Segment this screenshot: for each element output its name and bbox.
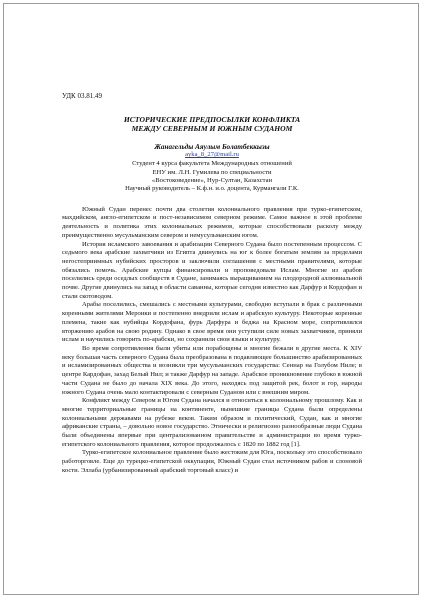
body-paragraph: Во время сопротивления были убиты или порабощены и многие бежали в другие места. К XIV веку большая часть северного Судана была преобразована в подавляющее большинство арабизированных и исламизированных общества и возникли три мусульманских государства: Сеннар на Голубом Ниле; в центре Кардофан, захад Белый Нил; и также Дарфур на западе. Арабское проникновение глубоко в южной части Судана не было до начала XIX века. До этого, находясь под защитой рек, болот и гор, народы южного Судана очень мало контактировали с северным Суданом или с внешним миром. (62, 344, 362, 396)
article-title (62, 115, 362, 134)
affiliation-line: Научный руководитель – К.ф.н. и.о. доцента, Курмангали Г.К. (125, 185, 299, 193)
affiliation-line: Студент 4 курса факультета Международных отношений (132, 160, 292, 168)
author-email-link[interactable]: ayka_8_27@mail.ru (185, 151, 239, 159)
article-body (62, 206, 362, 476)
affiliation-line: ЕНУ им. Л.Н. Гумилева по специальности (152, 168, 272, 176)
body-paragraph: Арабы поселились, смешались с местными культурами, свободно вступали в брак с различными коренными жителями Мероики и постепенно внедрили ислам и арабскую культуру. Некоторые коренные племена, такие как нубийцы Кордофана, фурь Дарфура и беджа на Красном море, сопротивлялся вторжению арабов на свою родину. Однако в свое время они уступили силе новых захватчиков, приняли ислам и научились говорить по-арабски, но сохранили свои языки и культуру. (62, 301, 362, 344)
title-line: ИСТОРИЧЕСКИЕ ПРЕДПОСЫЛКИ КОНФЛИКТА (123, 114, 301, 124)
title-line: МЕЖДУ СЕВЕРНЫМ И ЮЖНЫМ СУДАНОМ (131, 124, 293, 134)
body-paragraph: Южный Судан перенес почти два столетия колониального правления при турко-египетском, махдийском, англо-египетском и пост-независимом северном режиме. Самое важное в этой проблеме деятельность и политика этих колониальных режимов, которые способствовали расколу между преимущественно мусульманским севером и немусульманским югом. (62, 205, 362, 239)
body-paragraph: Конфликт между Севером и Югом Судана начался и относиться к колониальному прошлому. Как и многие территориальные границы на континенте, нынешние границы Судана были определены колониальными державами на рубеже веков. Таким образом и политический, Судан, как и многие африканские страны, – довольно новое государство. Этнически и религиозно разнообразные люди Судана были объединены впервые при централизованном правительстве и администрации во время турко-египетского колониального правления, которое продолжалось с 1820 по 1882 год [1]. (62, 397, 362, 448)
affiliation-block (62, 160, 362, 194)
body-paragraph: Турко-египетское колониальное правление было жестоким для Юга, поскольку это способствовало работорговле. Еще до турецко-египетской оккупации, Южный Судан стал источником рабов и слоновой кости. Эллаба (урбанизированный арабский торговый класс) и (62, 449, 362, 474)
udk-code: УДК 03.81.49 (62, 92, 102, 100)
document-content (62, 92, 362, 476)
body-paragraph: История исламского завоевания и арабизации Северного Судана было постепенным процессом. С седьмого века арабские захватчики из Египта двинулись на юг к более богатым землям за пределами негостеприимных нубийских просторов и заключили соглашения с местными правителями, которые обязались помочь. Арабские купцы финансировали и проповедовали Ислам. Многие из арабов поселились среди оседлых сообществ в Судане, занимаясь выращиванием на плодородной аллювиальной почве. Другие двинулись на запад в области саванны, которые сегодня известно как Дарфур и Кордофан и стали скотоводом. (62, 240, 362, 300)
author-name: Жанагельды Аяулым Болатбеккызы (154, 142, 270, 151)
affiliation-line: «Востоковедение», Нур-Султан, Казахстан (151, 176, 273, 184)
